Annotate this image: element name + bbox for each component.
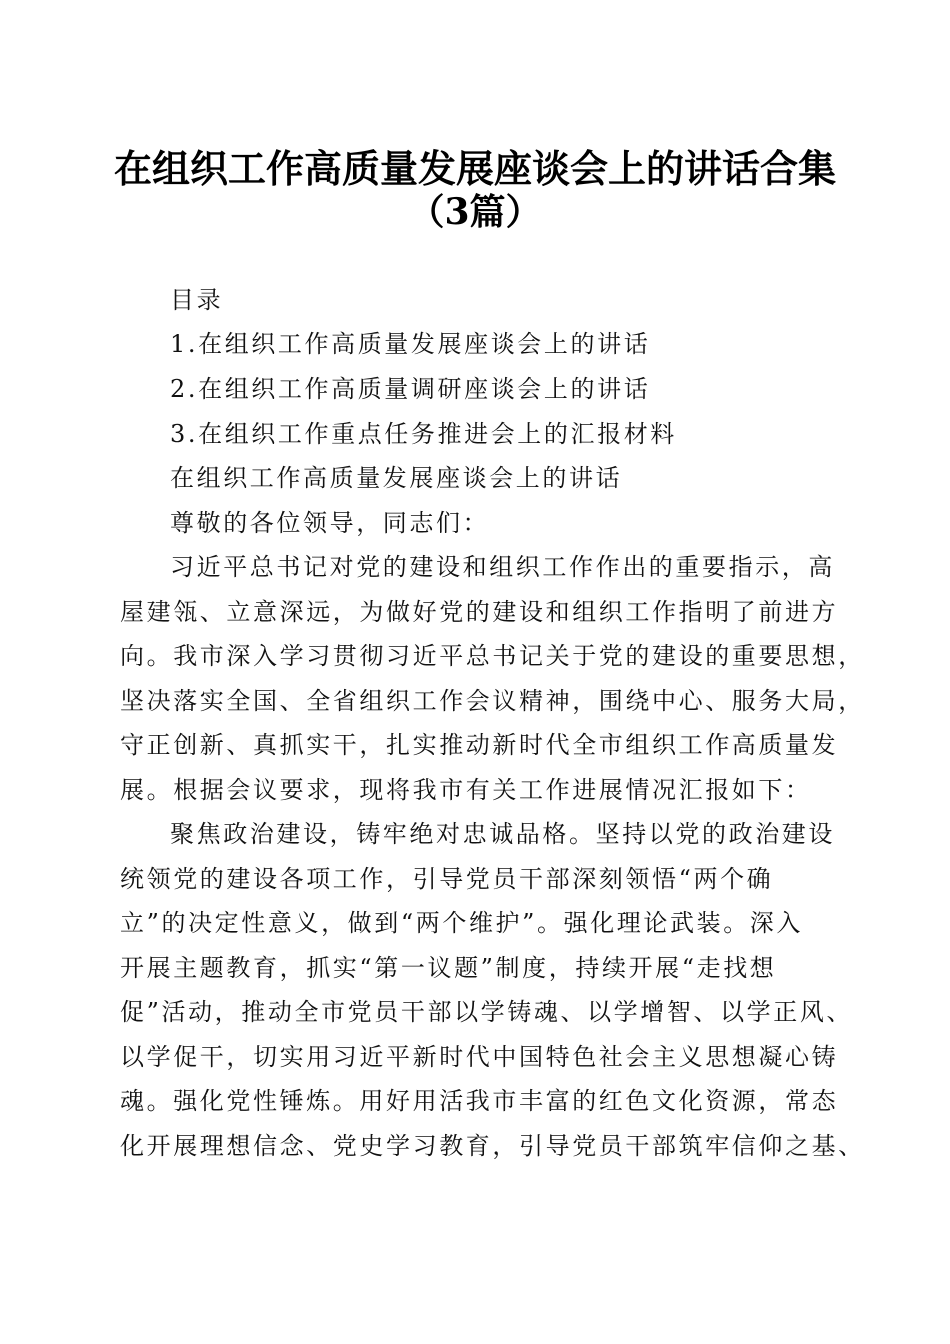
- toc-item-3: 3.在组织工作重点任务推进会上的汇报材料: [170, 420, 677, 448]
- toc-item-1: 1.在组织工作高质量发展座谈会上的讲话: [170, 330, 651, 358]
- paragraph-1-line: 屋建瓴、立意深远，为做好党的建设和组织工作指明了前进方: [120, 598, 839, 626]
- section-title: 在组织工作高质量发展座谈会上的讲话: [170, 464, 623, 492]
- paragraph-1-line: 展。根据会议要求，现将我市有关工作进展情况汇报如下：: [120, 776, 812, 804]
- paragraph-2-line: 统领党的建设各项工作，引导党员干部深刻领悟“两个确: [120, 865, 774, 893]
- paragraph-2-line: 开展主题教育，抓实“第一议题”制度，持续开展“走找想: [120, 954, 777, 982]
- paragraph-2-line: 促”活动，推动全市党员干部以学铸魂、以学增智、以学正风、: [120, 998, 854, 1026]
- paragraph-1-line: 守正创新、真抓实干，扎实推动新时代全市组织工作高质量发: [120, 731, 839, 759]
- toc-heading: 目录: [170, 286, 224, 314]
- paragraph-2-line: 化开展理想信念、党史学习教育，引导党员干部筑牢信仰之基、: [120, 1132, 865, 1160]
- paragraph-1-line: 习近平总书记对党的建设和组织工作作出的重要指示，高: [170, 553, 835, 581]
- paragraph-2-line: 以学促干，切实用习近平新时代中国特色社会主义思想凝心铸: [120, 1043, 839, 1071]
- paragraph-2-line: 立”的决定性意义，做到“两个维护”。强化理论武装。深入: [120, 909, 804, 937]
- toc-item-2: 2.在组织工作高质量调研座谈会上的讲话: [170, 375, 651, 403]
- document-title: 在组织工作高质量发展座谈会上的讲话合集: [113, 146, 836, 191]
- paragraph-1-line: 向。我市深入学习贯彻习近平总书记关于党的建设的重要思想，: [120, 642, 865, 670]
- paragraph-2-line: 聚焦政治建设，铸牢绝对忠诚品格。坚持以党的政治建设: [170, 820, 835, 848]
- paragraph-1-line: 坚决落实全国、全省组织工作会议精神，围绕中心、服务大局，: [120, 687, 865, 715]
- salutation: 尊敬的各位领导，同志们：: [170, 509, 490, 537]
- document-title-count: （3篇）: [408, 191, 542, 233]
- paragraph-2-line: 魂。强化党性锤炼。用好用活我市丰富的红色文化资源，常态: [120, 1087, 839, 1115]
